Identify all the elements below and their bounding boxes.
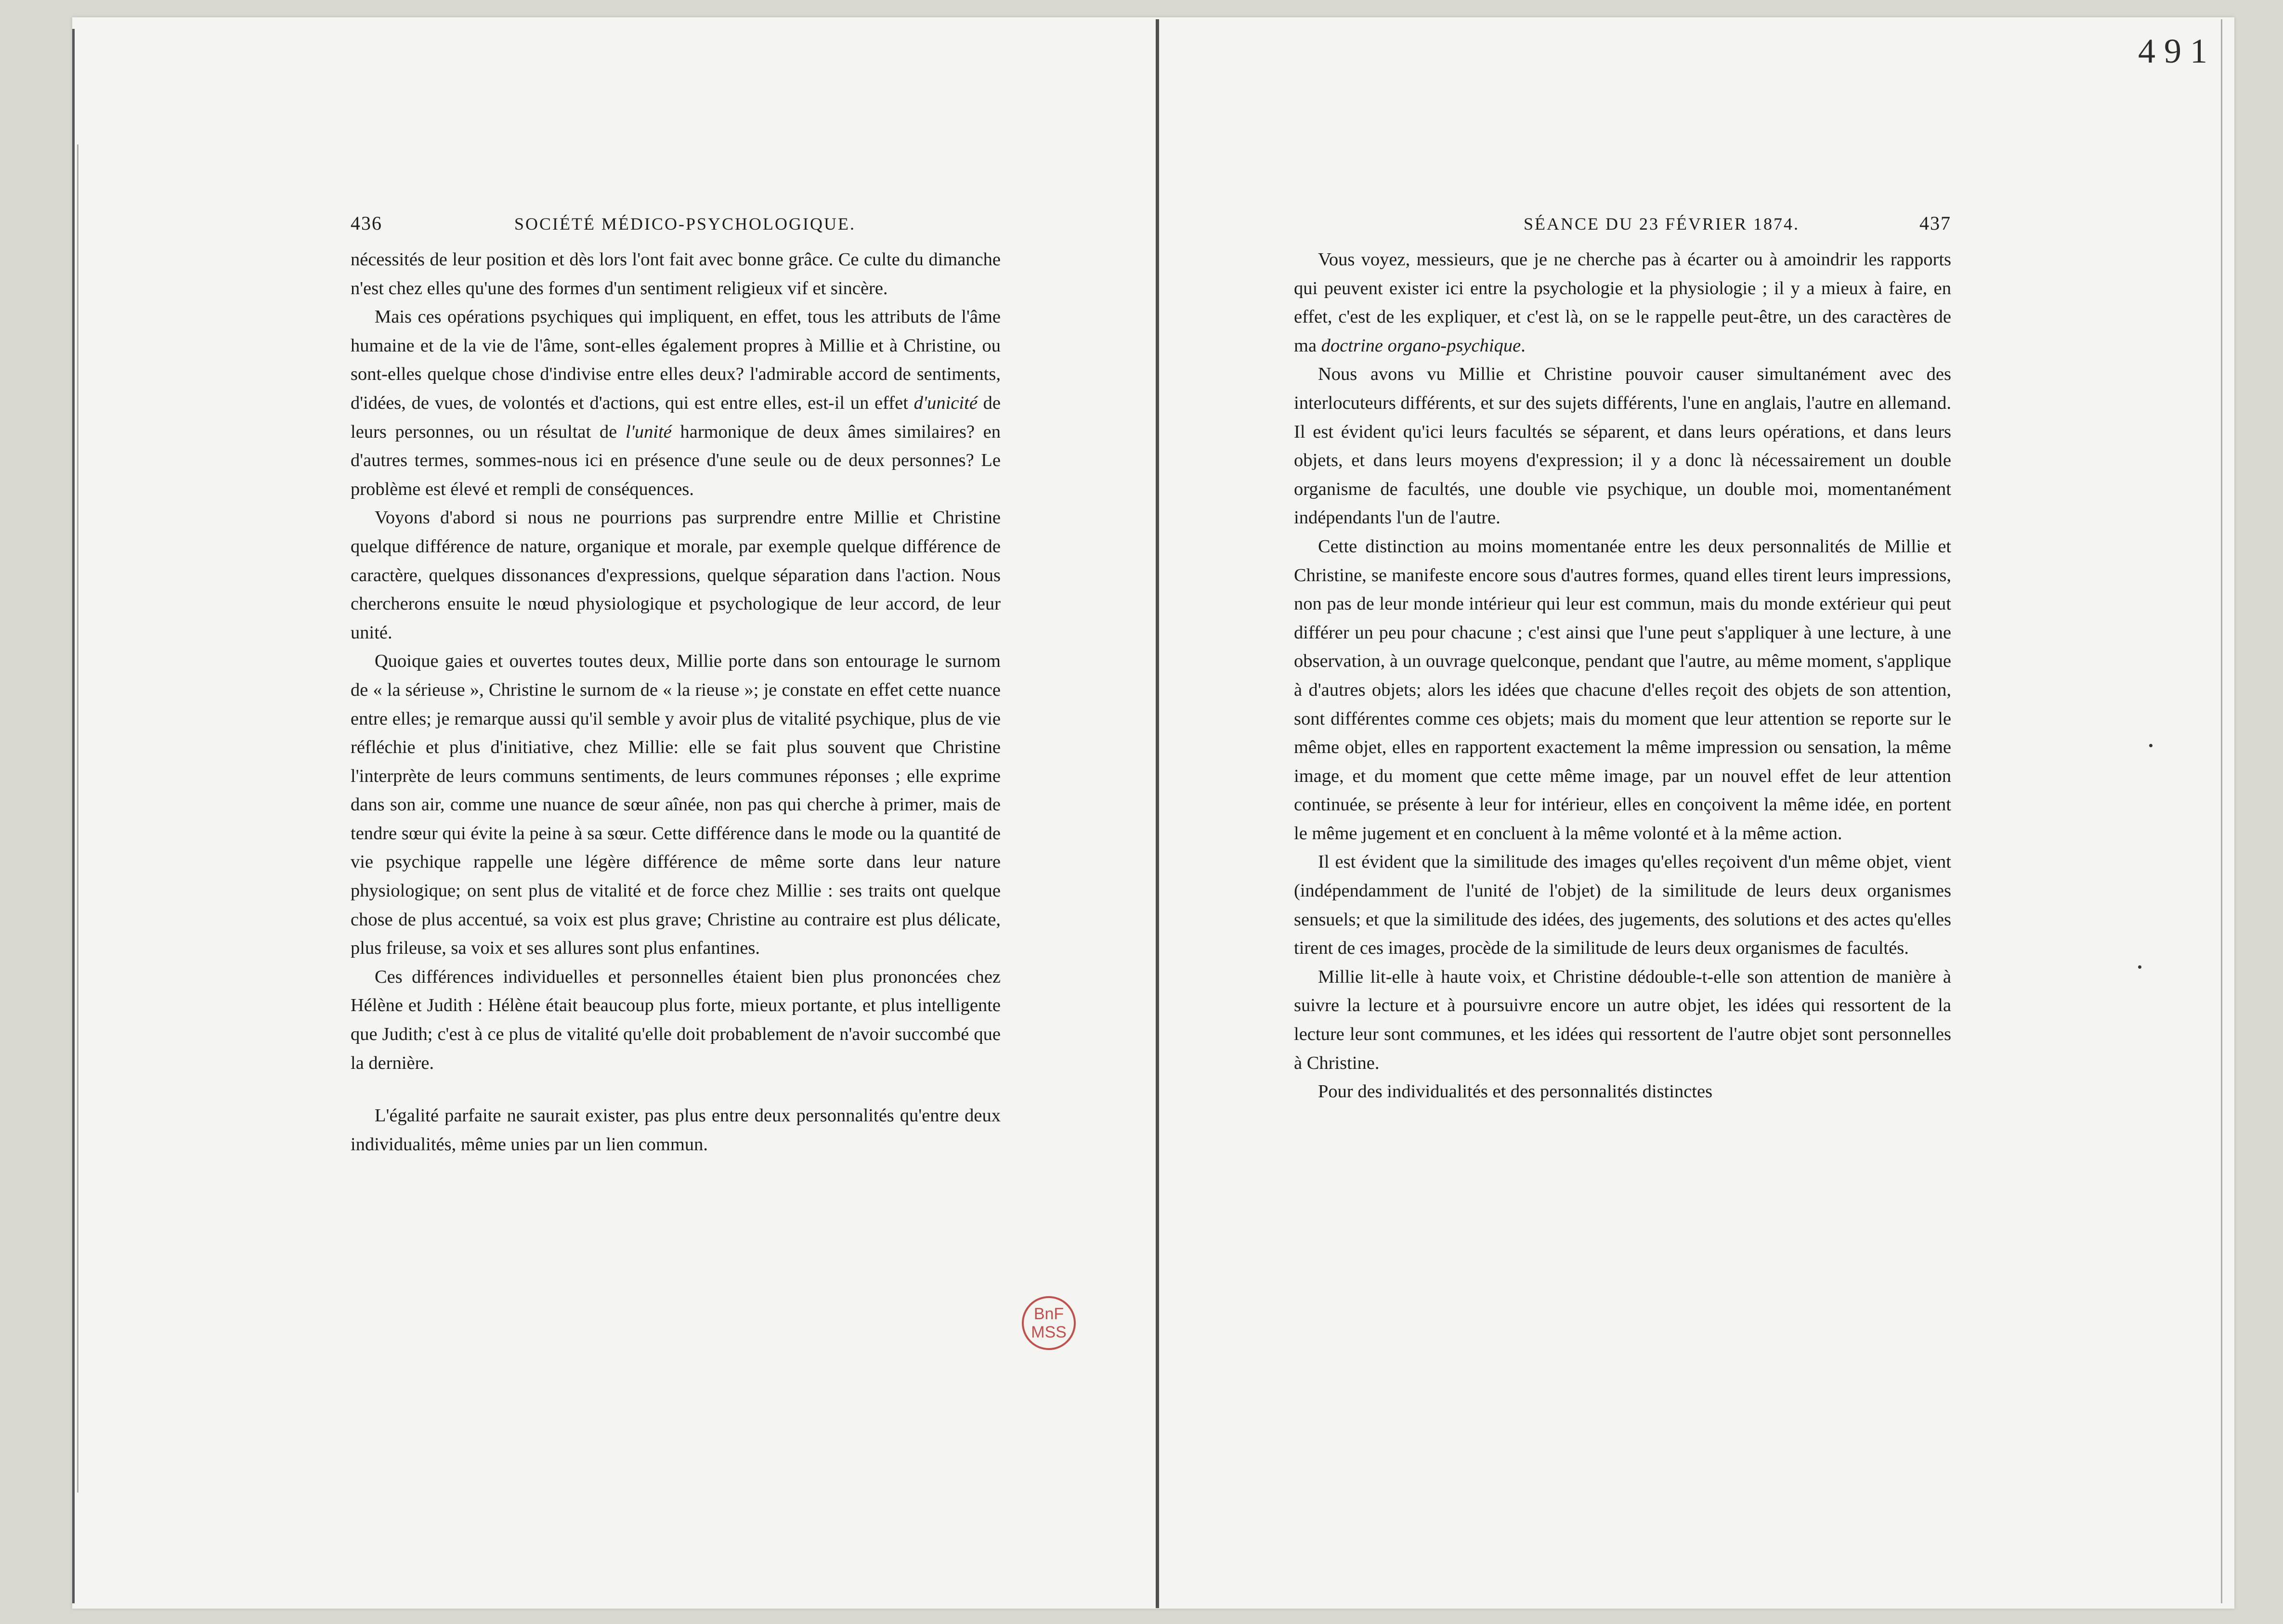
running-head [1294, 212, 1951, 246]
paper-speck [2138, 965, 2141, 969]
right-page [1294, 212, 1951, 1106]
paragraph: Cette distinction au moins momentanée entre les deux personnalités de Millie et Christine, se manifeste encore sous d'autres formes, quand elles tirent leurs impressions, non pas de leur monde intérieur qui leur est commun, mais du monde extérieur qui peut différer un peu pour chacune ; c'est ainsi que l'une peut s'appliquer à une lecture, à une observation, à un ouvrage quelconque, pendant que l'autre, au même moment, s'applique à d'autres objets; alors les idées que chacune d'elles reçoit des objets de son attention, sont différentes comme ces objets; mais du moment que leur attention se reporte sur le même objet, elles en rapportent exactement la même impression ou sensation, la même image, et du moment que cette même image, par un nouvel effet de leur attention continuée, se présente à leur for intérieur, elles en conçoivent la même idée, en portent le même jugement et en concluent à la même volonté et à la même action. [1294, 536, 1951, 844]
paragraph: Vous voyez, messieurs, que je ne cherche pas à écarter ou à amoindrir les rapports qui peuvent exister ici entre la psychologie et la physiologie ; il y a mieux à faire, en effet, c'est de les expliquer, et c'est là, on se le rappelle peut-être, un des caractères de ma doctrine organo-psychique. [1294, 249, 1951, 356]
page-body [351, 246, 1001, 1159]
paragraph: Quoique gaies et ouvertes toutes deux, Millie porte dans son entourage le surnom de « la sérieuse », Christine le surnom de « la rieuse »; je constate en effet cette nuance entre elles; je remarque aussi qu'il semble y avoir plus de vitalité psychique, plus de vie réfléchie et plus d'initiative, chez Millie: elle se fait plus souvent que Christine l'interprète de leurs communs sentiments, de leurs communes réponses ; elle exprime dans son air, comme une nuance de sœur aînée, non pas qui cherche à primer, mais de tendre sœur qui évite la peine à sa sœur. Cette différence dans le mode ou la quantité de vie psychique rappelle une légère différence de même sorte dans leur nature physiologique; on sent plus de vitalité et de force chez Millie : ses traits ont quelque chose de plus accentué, sa voix est plus grave; Christine au contraire est plus délicate, plus frileuse, sa voix et ses allures sont plus enfantines. [351, 651, 1001, 959]
page-number: 437 [1919, 212, 1951, 234]
paragraph: Mais ces opérations psychiques qui impliquent, en effet, tous les attributs de l'âme humaine et de la vie de l'âme, sont-elles également propres à Millie et à Christine, ou sont-elles quelque chose d'indivise entre elles deux? l'admirable accord de sentiments, d'idées, de vues, de volontés et d'actions, qui est entre elles, est-il un effet d'unicité de leurs personnes, ou un résultat de l'unité harmonique de deux âmes similaires? en d'autres termes, sommes-nous ici en présence d'une seule ou de deux personnes? Le problème est élevé et rempli de conséquences. [351, 307, 1001, 499]
paragraph: Pour des individualités et des personnalités distinctes [1318, 1081, 1713, 1102]
paragraph: Ces différences individuelles et personnelles étaient bien plus prononcées chez Hélène et Judith : Hélène était beaucoup plus forte, mieux portante, et plus intelligente que Judith; c'est à ce plus de vitalité qu'elle doit probablement de n'avoir succombé que la dernière. [351, 966, 1001, 1073]
stamp-line: MSS [1031, 1323, 1067, 1341]
paragraph: Il est évident que la similitude des images qu'elles reçoivent d'un même objet, vient (indépendamment de l'unité de l'objet) de la similitude de leurs deux organismes sensuels; et que la similitude des idées, des jugements, des solutions et des actes qu'elles tirent de ces images, procède de la similitude de leurs deux organismes de facultés. [1294, 852, 1951, 959]
page-number: 436 [351, 212, 382, 234]
left-page [351, 212, 1001, 1159]
paragraph: Millie lit-elle à haute voix, et Christine dédouble-t-elle son attention de manière à suivre la lecture et à poursuivre encore un autre objet, les idées qui ressortent de la lecture leur sont communes, et les idées qui ressortent de l'autre objet sont personnelles à Christine. [1294, 966, 1951, 1073]
paper-speck [2149, 744, 2153, 747]
running-title: SOCIÉTÉ MÉDICO-PSYCHOLOGIQUE. [514, 214, 856, 234]
page-body [1294, 246, 1951, 1106]
paragraph: L'égalité parfaite ne saurait exister, pas plus entre deux personnalités qu'entre deux individualités, même unies par un lien commun. [351, 1105, 1001, 1155]
running-title: SÉANCE DU 23 FÉVRIER 1874. [1523, 214, 1800, 234]
stamp-line: BnF [1033, 1305, 1064, 1323]
paragraph: nécessités de leur position et dès lors l'ont fait avec bonne grâce. Ce culte du dimanche n'est chez elles qu'une des formes d'un sentiment religieux vif et sincère. [351, 249, 1001, 299]
bnf-library-stamp [1022, 1296, 1076, 1350]
paragraph: Nous avons vu Millie et Christine pouvoir causer simultanément avec des interlocuteurs différents, et sur des sujets différents, l'une en anglais, l'autre en allemand. Il est évident qu'ici leurs facultés se séparent, et dans leurs opérations, et dans leurs objets, et dans leurs moyens d'expression; il y a donc là nécessairement un double organisme de facultés, une double vie psychique, un double moi, momentanément indépendants l'un de l'autre. [1294, 364, 1951, 528]
scan-edge-mark [2221, 19, 2222, 1603]
page-gutter [1156, 19, 1159, 1608]
running-head [351, 212, 1001, 246]
folio-number: 491 [2138, 32, 2216, 70]
scan-edge-mark [77, 144, 78, 1493]
paragraph: Voyons d'abord si nous ne pourrions pas surprendre entre Millie et Christine quelque différence de nature, organique et morale, par exemple quelque différence de caractère, quelques dissonances d'expressions, quelque séparation dans l'action. Nous chercherons ensuite le nœud physiologique et psychologique de leur accord, de leur unité. [351, 507, 1001, 643]
scan-edge-mark [72, 29, 75, 1603]
